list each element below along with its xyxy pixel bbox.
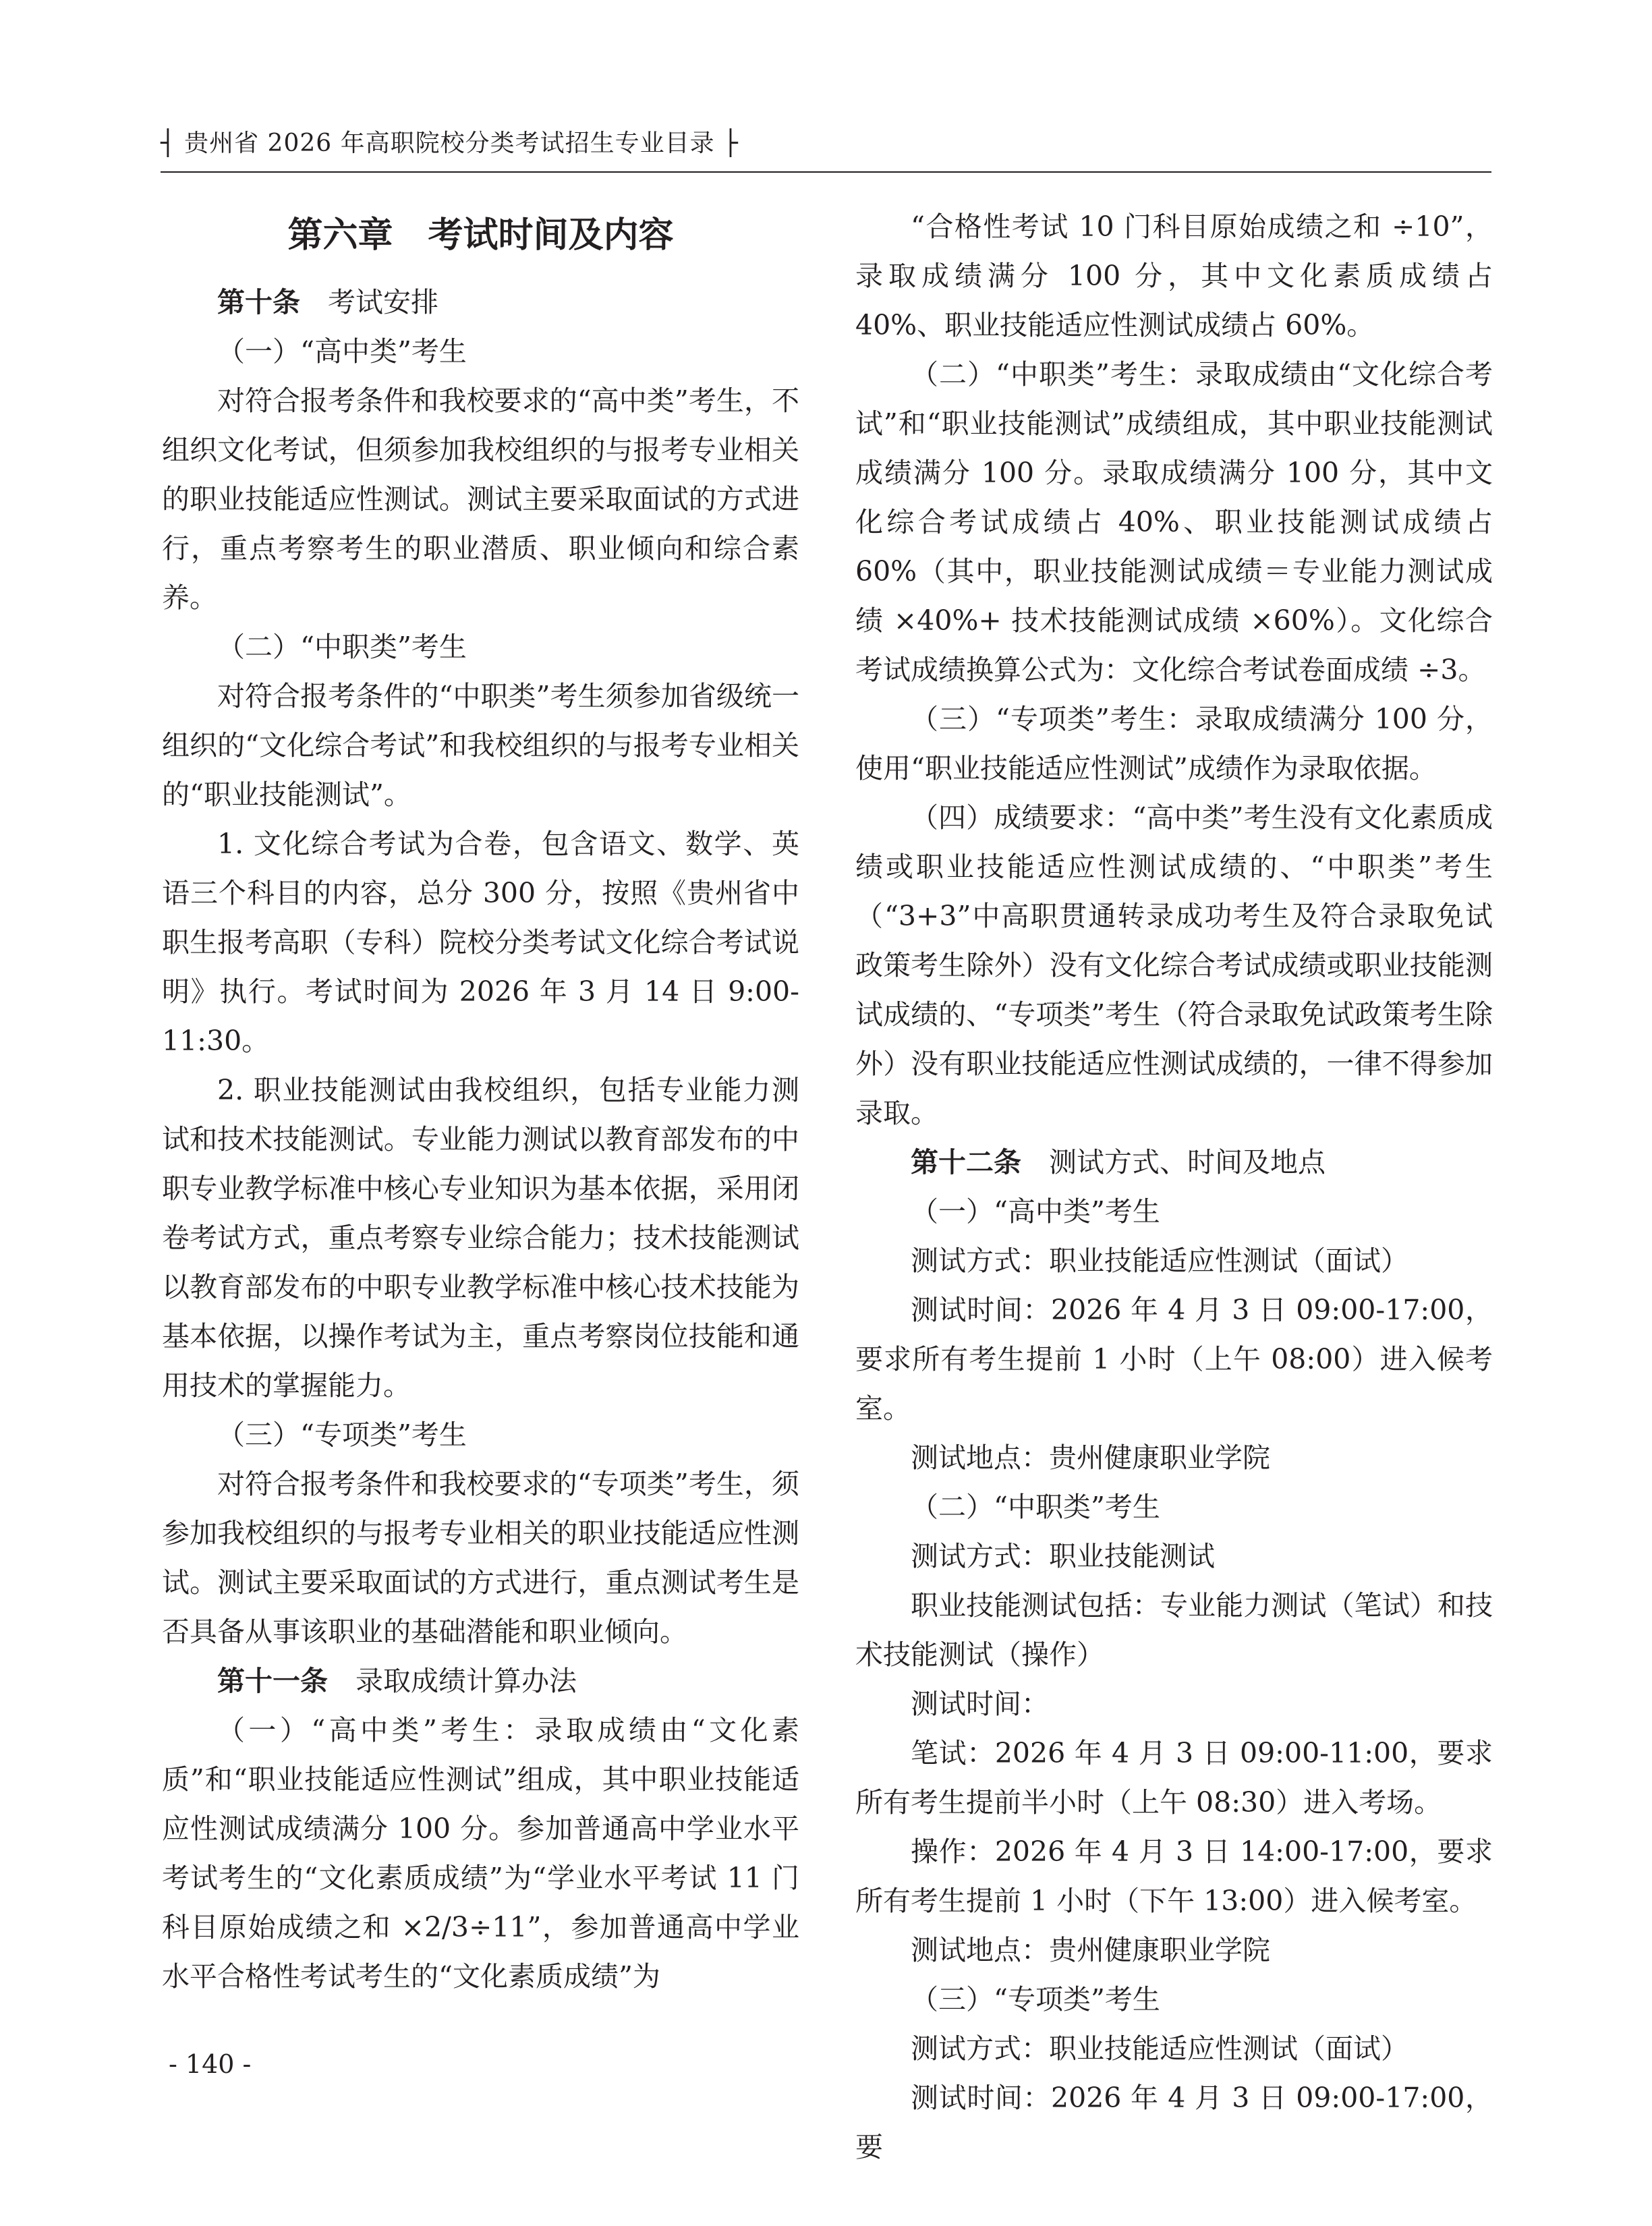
paragraph: 测试方式：职业技能测试 xyxy=(911,1540,1215,1572)
article-label: 第十条 xyxy=(217,286,300,318)
article-heading xyxy=(855,1138,1493,1187)
article-label: 第十二条 xyxy=(911,1146,1021,1178)
article-label: 第十一条 xyxy=(217,1665,328,1697)
header-rule xyxy=(161,171,1491,173)
paragraph: 对符合报考条件和我校要求的“专项类”考生，须参加我校组织的与报考专业相关的职业技能适应性测试。测试主要采取面试的方式进行，重点测试考生是否具备从事该职业的基础潜能和职业倾向。 xyxy=(162,1468,799,1648)
paragraph: 笔试：2026 年 4 月 3 日 09:00-11:00，要求所有考生提前半小时（上午 08:30）进入考场。 xyxy=(855,1737,1493,1819)
paragraph: （二）“中职类”考生 xyxy=(217,631,467,663)
right-column xyxy=(855,202,1493,2172)
paragraph: 职业技能测试包括：专业能力测试（笔试）和技术技能测试（操作） xyxy=(855,1589,1493,1671)
paragraph: 测试时间：2026 年 4 月 3 日 09:00-17:00，要求所有考生提前 1 小时（上午 08:00）进入候考室。 xyxy=(855,1294,1493,1425)
paragraph: 测试时间： xyxy=(911,1688,1049,1720)
paragraph: 测试地点：贵州健康职业学院 xyxy=(911,1934,1270,1966)
paragraph: （三）“专项类”考生 xyxy=(217,1419,467,1451)
paragraph: 对符合报考条件的“中职类”考生须参加省级统一组织的“文化综合考试”和我校组织的与报考专业相关的“职业技能测试”。 xyxy=(162,680,799,811)
paragraph: （一）“高中类”考生 xyxy=(911,1195,1160,1228)
article-heading xyxy=(162,1657,799,1706)
paragraph: 测试时间：2026 年 4 月 3 日 09:00-17:00，要 xyxy=(855,2082,1493,2163)
paragraph: （三）“专项类”考生：录取成绩满分 100 分，使用“职业技能适应性测试”成绩作为录取依据。 xyxy=(855,703,1493,784)
paragraph: 测试地点：贵州健康职业学院 xyxy=(911,1442,1270,1474)
article-title: 录取成绩计算办法 xyxy=(355,1665,577,1697)
paragraph: （一）“高中类”考生：录取成绩由“文化素质”和“职业技能适应性测试”组成，其中职业技能适应性测试成绩满分 100 分。参加普通高中学业水平考试考生的“文化素质成绩”为“学业水平考试 11 门科目原始成绩之和 ×2/3÷11”，参加普通高中学业水平合格性考试考生的“文化素质成绩”为 xyxy=(162,1714,799,1993)
paragraph: （二）“中职类”考生 xyxy=(911,1491,1160,1523)
article-title: 测试方式、时间及地点 xyxy=(1049,1146,1326,1178)
paragraph: 操作：2026 年 4 月 3 日 14:00-17:00，要求所有考生提前 1 小时（下午 13:00）进入候考室。 xyxy=(855,1835,1493,1917)
paragraph: 对符合报考条件和我校要求的“高中类”考生，不组织文化考试，但须参加我校组织的与报考专业相关的职业技能适应性测试。测试主要采取面试的方式进行，重点考察考生的职业潜质、职业倾向和综合素养。 xyxy=(162,384,799,614)
paragraph: （四）成绩要求：“高中类”考生没有文化素质成绩或职业技能适应性测试成绩的、“中职类”考生（“3+3”中高职贯通转录成功考生及符合录取免试政策考生除外）没有文化综合考试成绩或职业技能测试成绩的、“专项类”考生（符合录取免试政策考生除外）没有职业技能适应性测试成绩的，一律不得参加录取。 xyxy=(855,801,1493,1129)
paragraph: 1. 文化综合考试为合卷，包含语文、数学、英语三个科目的内容，总分 300 分，按照《贵州省中职生报考高职（专科）院校分类考试文化综合考试说明》执行。考试时间为 2026 年 3 月 14 日 9:00-11:30。 xyxy=(162,828,799,1057)
paragraph: （二）“中职类”考生：录取成绩由“文化综合考试”和“职业技能测试”成绩组成，其中职业技能测试成绩满分 100 分。录取成绩满分 100 分，其中文化综合考试成绩占 40%、职业技能测试成绩占 60%（其中，职业技能测试成绩＝专业能力测试成绩 ×40%+ 技术技能测试成绩 ×60%）。文化综合考试成绩换算公式为：文化综合考试卷面成绩 ÷3。 xyxy=(855,358,1493,686)
page-number: - 140 - xyxy=(169,2049,252,2079)
chapter-title: 第六章 考试时间及内容 xyxy=(287,215,674,256)
paragraph: 测试方式：职业技能适应性测试（面试） xyxy=(911,1245,1408,1277)
paragraph: （一）“高中类”考生 xyxy=(217,335,467,368)
article-title: 考试安排 xyxy=(328,286,438,318)
paragraph: 2. 职业技能测试由我校组织，包括专业能力测试和技术技能测试。专业能力测试以教育部发布的中职专业教学标准中核心专业知识为基本依据，采用闭卷考试方式，重点考察专业综合能力；技术技能测试以教育部发布的中职专业教学标准中核心技术技能为基本依据，以操作考试为主，重点考察岗位技能和通用技术的掌握能力。 xyxy=(162,1074,799,1402)
paragraph: 测试方式：职业技能适应性测试（面试） xyxy=(911,2032,1408,2065)
paragraph: “合格性考试 10 门科目原始成绩之和 ÷10”，录取成绩满分 100 分，其中文化素质成绩占 40%、职业技能适应性测试成绩占 60%。 xyxy=(855,210,1493,341)
paragraph: （三）“专项类”考生 xyxy=(911,1983,1160,2016)
left-column xyxy=(162,202,799,2001)
article-heading xyxy=(162,278,799,327)
running-header: ┤ 贵州省 2026 年高职院校分类考试招生专业目录 ├ xyxy=(161,130,739,157)
